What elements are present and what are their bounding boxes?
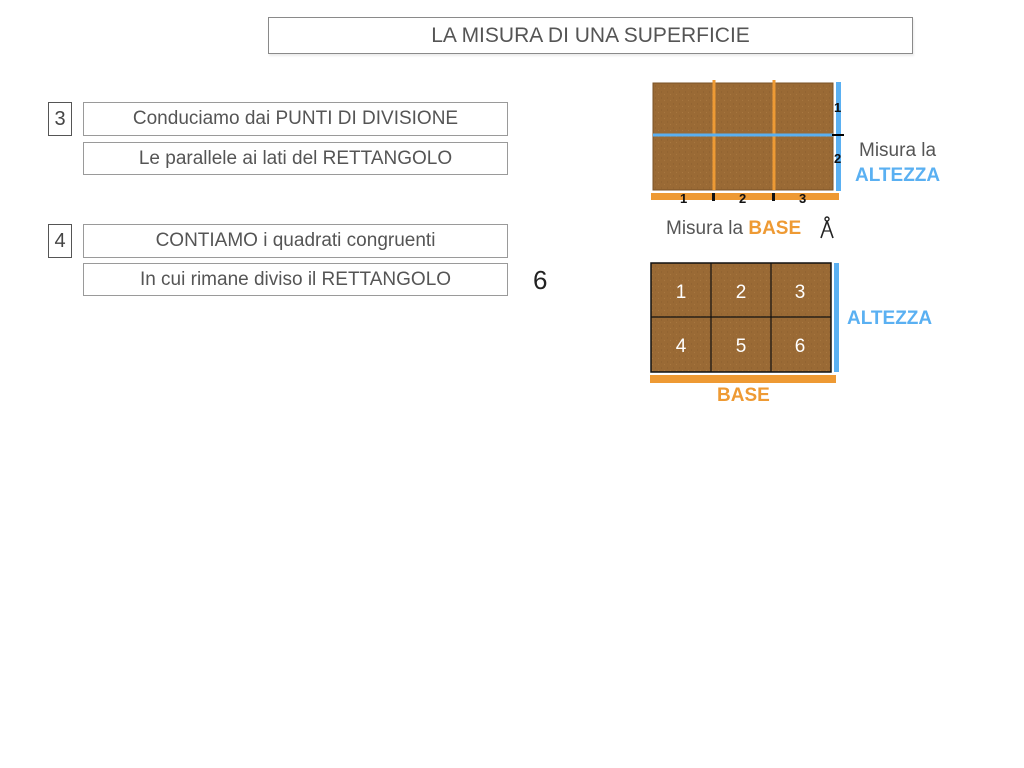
base-label: BASE xyxy=(717,385,770,406)
height-label: ALTEZZA xyxy=(847,308,933,329)
cell-1: 1 xyxy=(675,282,687,303)
cell-4: 4 xyxy=(675,336,687,357)
measure-base-prefix: Misura la xyxy=(666,218,744,239)
step-3-line-1: Conduciamo dai PUNTI DI DIVISIONE xyxy=(83,102,508,136)
step-4-number: 4 xyxy=(48,224,72,258)
base-bar-bottom xyxy=(650,375,836,383)
rectangle-division-diagram xyxy=(640,75,860,210)
base-mark-1: 1 xyxy=(680,191,688,206)
measure-base-word: BASE xyxy=(748,218,802,239)
base-tick-2 xyxy=(772,193,775,201)
page-title: LA MISURA DI UNA SUPERFICIE xyxy=(268,17,913,54)
compass-icon xyxy=(818,216,836,240)
measure-base-line xyxy=(666,218,801,240)
height-mark-1: 1 xyxy=(834,100,842,115)
result-count: 6 xyxy=(533,265,548,295)
cell-5: 5 xyxy=(735,336,747,357)
base-mark-2: 2 xyxy=(739,191,747,206)
step-3-line-2: Le parallele ai lati del RETTANGOLO xyxy=(83,142,508,175)
cell-2: 2 xyxy=(735,282,747,303)
base-mark-3: 3 xyxy=(799,191,807,206)
cell-3: 3 xyxy=(794,282,806,303)
height-bar-bottom xyxy=(834,263,839,372)
step-4-line-1: CONTIAMO i quadrati congruenti xyxy=(83,224,508,258)
step-4-line-2: In cui rimane diviso il RETTANGOLO xyxy=(83,263,508,296)
height-mark-2: 2 xyxy=(834,151,842,166)
measure-height-prefix: Misura la xyxy=(859,140,937,161)
base-tick-1 xyxy=(712,193,715,201)
rectangle-grid-diagram xyxy=(640,255,860,390)
measure-height-word: ALTEZZA xyxy=(855,165,941,186)
step-3-number: 3 xyxy=(48,102,72,136)
height-bar xyxy=(836,82,841,191)
cell-6: 6 xyxy=(794,336,806,357)
